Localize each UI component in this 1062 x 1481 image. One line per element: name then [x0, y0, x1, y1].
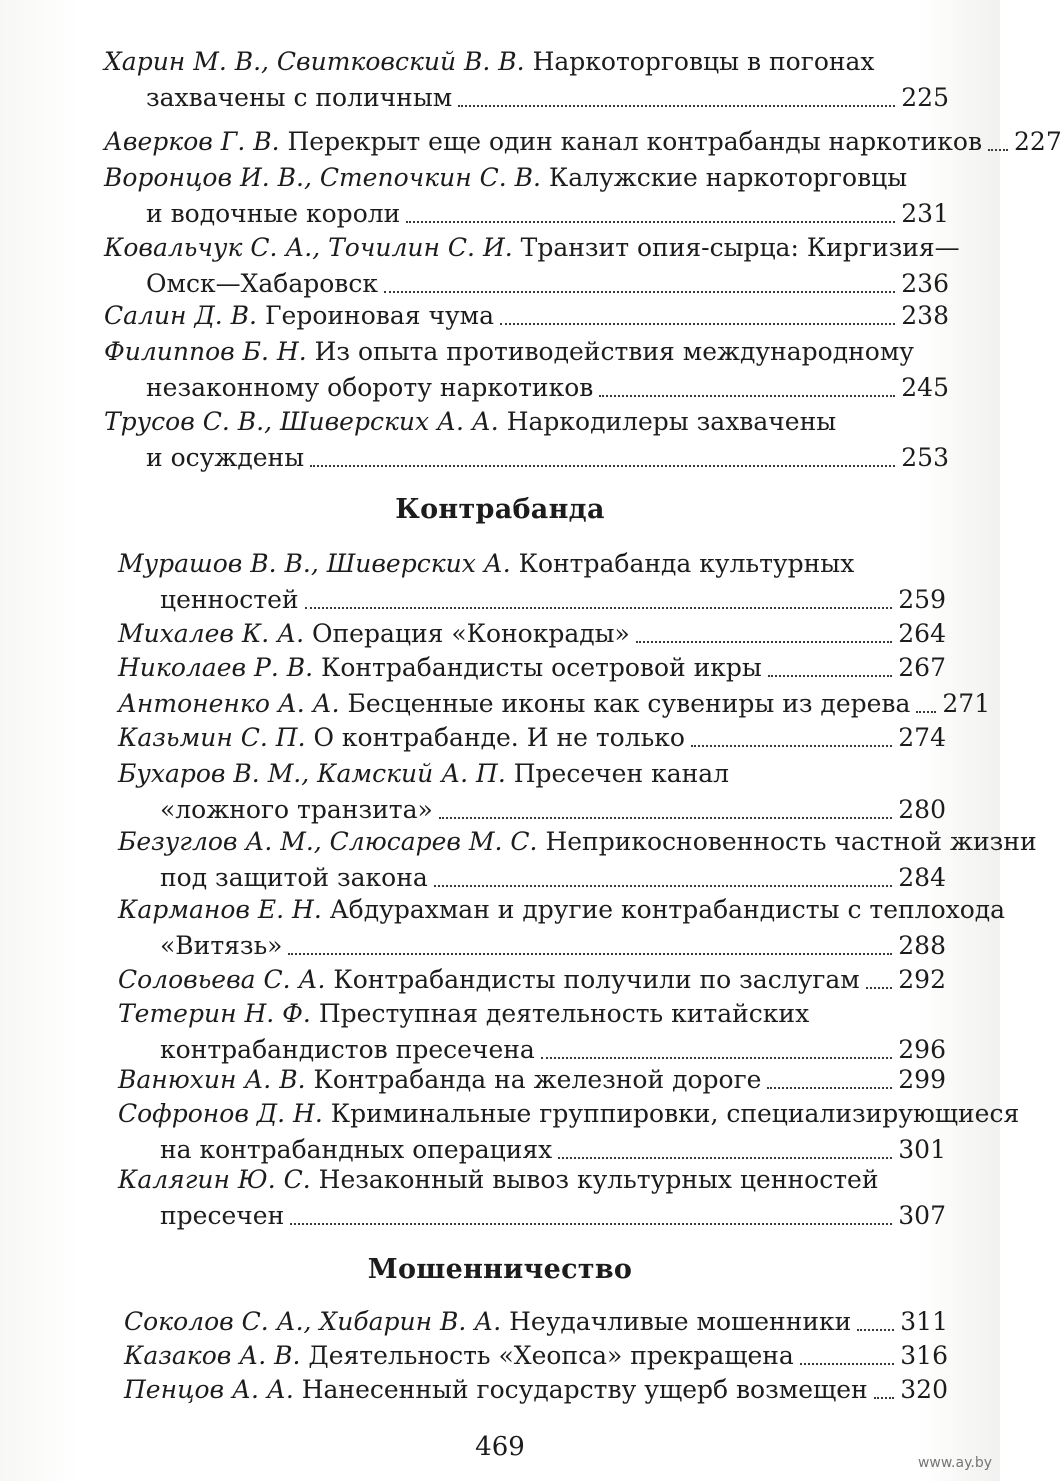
- page-number: 469: [475, 1432, 525, 1462]
- entry-author: Казьмин С. П.: [118, 723, 306, 752]
- entry-title: О контрабанде. И не только: [313, 723, 685, 752]
- entry-title: Контрабанда культурных: [518, 549, 855, 578]
- entry-page: 238: [901, 301, 949, 330]
- entry-title: Бесценные иконы как сувениры из дерева: [347, 689, 911, 718]
- watermark: www.ay.by: [917, 1455, 992, 1471]
- entry-title: Контрабанда на железной дороге: [313, 1065, 762, 1094]
- entry-author: Казаков А. В.: [124, 1341, 301, 1370]
- dot-leader: [691, 745, 892, 747]
- entry-author: Калягин Ю. С.: [118, 1165, 311, 1194]
- entry-title-cont: Омск—Хабаровск: [146, 269, 378, 298]
- entry-page: 316: [900, 1341, 948, 1370]
- toc-entry: [118, 686, 991, 722]
- entry-page: 284: [898, 863, 946, 892]
- toc-entry: [118, 546, 946, 618]
- entry-author: Софронов Д. Н.: [118, 1099, 323, 1128]
- entry-title-cont: захвачены с поличным: [146, 83, 453, 112]
- entry-author: Соколов С. А., Хибарин В. А.: [124, 1307, 502, 1336]
- toc-entry: [104, 124, 1062, 160]
- toc-entry: [118, 962, 946, 998]
- entry-title-cont: ценностей: [160, 585, 299, 614]
- toc-entry: [104, 230, 960, 302]
- dot-leader: [800, 1363, 894, 1365]
- entry-author: Мурашов В. В., Шиверских А.: [118, 549, 511, 578]
- entry-page: 320: [900, 1375, 948, 1404]
- entry-title: Незаконный вывоз культурных ценностей: [318, 1165, 879, 1194]
- entry-page: 227: [1014, 127, 1062, 156]
- dot-leader: [500, 323, 895, 325]
- entry-title: Героиновая чума: [264, 301, 495, 330]
- entry-page: 280: [898, 795, 946, 824]
- entry-title: Абдурахман и другие контрабандисты с теплохода: [329, 895, 1006, 924]
- entry-author: Воронцов И. В., Степочкин С. В.: [104, 163, 541, 192]
- entry-page: 288: [898, 931, 946, 960]
- entry-title: Перекрыт еще один канал контрабанды наркотиков: [287, 127, 983, 156]
- dot-leader: [857, 1329, 894, 1331]
- entry-title-cont: пресечен: [160, 1201, 285, 1230]
- entry-page: 271: [942, 689, 991, 718]
- toc-entry: [104, 334, 949, 406]
- entry-title-cont: под защитой закона: [160, 863, 428, 892]
- dot-leader: [290, 1223, 892, 1225]
- entry-author: Харин М. В., Свитковский В. В.: [104, 47, 525, 76]
- toc-entry: [118, 616, 946, 652]
- entry-page: 259: [898, 585, 946, 614]
- toc-entry: [118, 756, 946, 828]
- dot-leader: [541, 1057, 892, 1059]
- entry-author: Антоненко А. А.: [118, 689, 340, 718]
- dot-leader: [599, 395, 895, 397]
- entry-page: 231: [901, 199, 949, 228]
- entry-title: Из опыта противодействия международному: [314, 337, 914, 366]
- section-heading: Мошенничество: [367, 1254, 633, 1285]
- entry-author: Ванюхин А. В.: [118, 1065, 306, 1094]
- entry-title: Преступная деятельность китайских: [318, 999, 810, 1028]
- entry-title: Операция «Конокрады»: [312, 619, 630, 648]
- entry-author: Салин Д. В.: [104, 301, 258, 330]
- entry-title-cont: «Витязь»: [160, 931, 283, 960]
- entry-author: Трусов С. В., Шиверских А. А.: [104, 407, 499, 436]
- dot-leader: [434, 885, 893, 887]
- dot-leader: [874, 1397, 895, 1399]
- dot-leader: [406, 221, 895, 223]
- entry-title: Транзит опия-сырца: Киргизия—: [520, 233, 960, 262]
- toc-entry: [118, 1062, 946, 1098]
- dot-leader: [988, 149, 1008, 151]
- dot-leader: [636, 641, 892, 643]
- toc-entry: [118, 650, 946, 686]
- toc-entry: [104, 160, 949, 232]
- entry-author: Соловьева С. А.: [118, 965, 326, 994]
- toc-entry: [104, 404, 949, 476]
- entry-page: 253: [901, 443, 949, 472]
- entry-author: Михалев К. А.: [118, 619, 305, 648]
- entry-page: 236: [901, 269, 949, 298]
- entry-page: 311: [900, 1307, 948, 1336]
- toc-entry: [118, 892, 1006, 964]
- entry-title-cont: и водочные короли: [146, 199, 401, 228]
- entry-title: Наркодилеры захвачены: [506, 407, 837, 436]
- toc-entry: [124, 1304, 948, 1340]
- entry-author: Тетерин Н. Ф.: [118, 999, 311, 1028]
- entry-page: 307: [898, 1201, 946, 1230]
- entry-title: Пресечен канал: [513, 759, 730, 788]
- entry-author: Пенцов А. А.: [124, 1375, 294, 1404]
- entry-page: 296: [898, 1035, 946, 1064]
- entry-title: Криминальные группировки, специализирующиеся: [330, 1099, 1020, 1128]
- toc-entry: [104, 44, 949, 116]
- entry-title: Нанесенный государству ущерб возмещен: [301, 1375, 868, 1404]
- entry-title: Калужские наркоторговцы: [548, 163, 908, 192]
- entry-page: 264: [898, 619, 946, 648]
- entry-title-cont: незаконному обороту наркотиков: [146, 373, 594, 402]
- entry-title: Наркоторговцы в погонах: [532, 47, 875, 76]
- dot-leader: [866, 987, 893, 989]
- entry-title: Деятельность «Хеопса» прекращена: [308, 1341, 794, 1370]
- entry-author: Ковальчук С. А., Точилин С. И.: [104, 233, 513, 262]
- entry-title: Контрабандисты получили по заслугам: [333, 965, 860, 994]
- entry-page: 245: [901, 373, 949, 402]
- dot-leader: [768, 675, 892, 677]
- entry-author: Бухаров В. М., Камский А. П.: [118, 759, 506, 788]
- entry-author: Филиппов Б. Н.: [104, 337, 307, 366]
- dot-leader: [384, 291, 895, 293]
- toc-entry: [118, 1096, 1020, 1168]
- entry-author: Карманов Е. Н.: [118, 895, 322, 924]
- dot-leader: [305, 607, 893, 609]
- dot-leader: [767, 1087, 892, 1089]
- toc-entry: [118, 720, 946, 756]
- dot-leader: [916, 711, 936, 713]
- toc-entry: [118, 996, 946, 1068]
- dot-leader: [439, 817, 893, 819]
- toc-entry: [118, 1162, 946, 1234]
- dot-leader: [288, 953, 892, 955]
- entry-title-cont: на контрабандных операциях: [160, 1135, 553, 1164]
- entry-title: Неудачливые мошенники: [509, 1307, 852, 1336]
- toc-entry: [118, 824, 1037, 896]
- entry-title: Контрабандисты осетровой икры: [321, 653, 762, 682]
- dot-leader: [310, 465, 895, 467]
- entry-title-cont: «ложного транзита»: [160, 795, 433, 824]
- entry-page: 299: [898, 1065, 946, 1094]
- toc-entry: [124, 1338, 948, 1374]
- entry-page: 292: [898, 965, 946, 994]
- entry-page: 301: [898, 1135, 946, 1164]
- toc-entry: [104, 298, 949, 334]
- entry-title: Неприкосновенность частной жизни: [545, 827, 1037, 856]
- dot-leader: [558, 1157, 892, 1159]
- entry-author: Безуглов А. М., Слюсарев М. С.: [118, 827, 538, 856]
- entry-page: 225: [901, 83, 949, 112]
- entry-author: Аверков Г. В.: [104, 127, 280, 156]
- entry-page: 267: [898, 653, 946, 682]
- entry-title-cont: и осуждены: [146, 443, 305, 472]
- entry-page: 274: [898, 723, 946, 752]
- entry-author: Николаев Р. В.: [118, 653, 314, 682]
- section-heading: Контрабанда: [395, 494, 605, 525]
- toc-entry: [124, 1372, 948, 1408]
- dot-leader: [458, 105, 895, 107]
- entry-title-cont: контрабандистов пресечена: [160, 1035, 535, 1064]
